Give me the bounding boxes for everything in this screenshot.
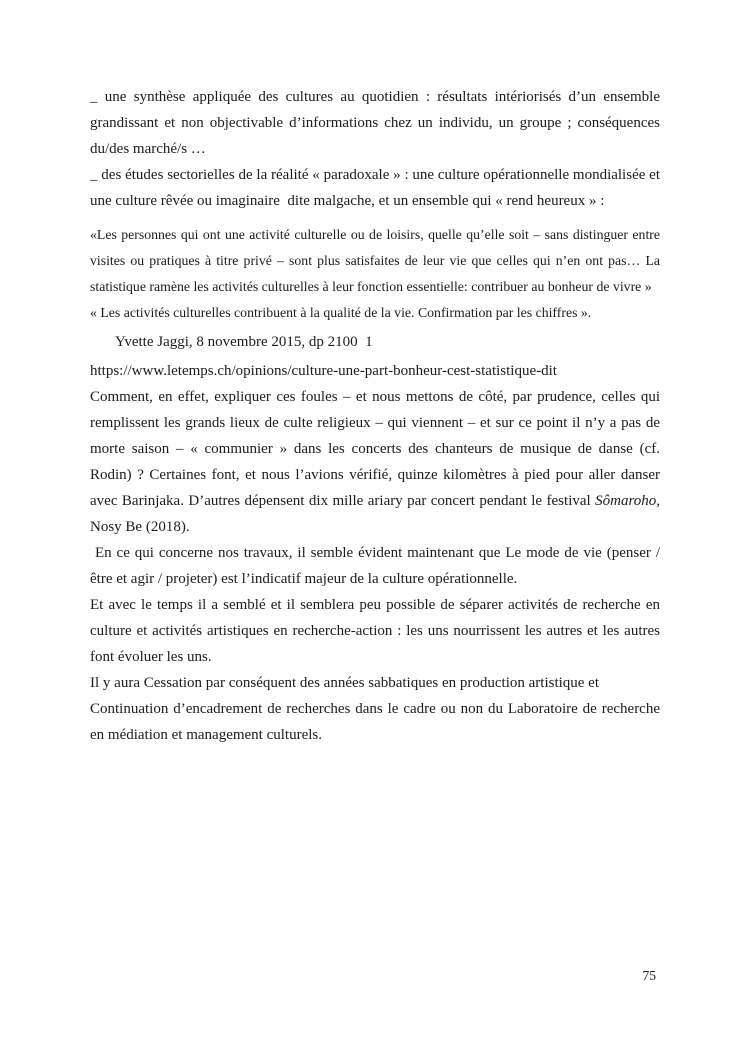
paragraph-text-segment: Comment, en effet, expliquer ces foules – et nous mettons de côté, par prudence, celles qui remplissent les grands lieux de culte religieux – qui viennent – et sur ce point il n’y a pas de morte saison – « communier » dans les concerts des chanteurs de musique de danse (cf. Rodin) ? Certaines font, et nous l’avions vérifié, quinze kilomètres à pied pour aller danser avec Barinjaka. D’autres dépensent dix mille ariary par concert pendant le festival	[90, 389, 660, 509]
paragraph-cessation-continuation	[90, 670, 660, 748]
hyperlink-url[interactable]: https://www.letemps.ch/opinions/culture-une-part-bonheur-cest-statistique-dit	[90, 363, 557, 379]
paragraph-synthese-appliquee: _ une synthèse appliquée des cultures au quotidien : résultats intériorisés d’un ensemble grandissant et non objectivable d’informations chez un individu, un groupe ; conséquences du/des marché/s …	[90, 89, 660, 157]
paragraph-text-segment: Il y aura Cessation par conséquent des années sabbatiques en production artistique et	[90, 675, 600, 691]
paragraph-et-avec-le-temps: Et avec le temps il a semblé et il semblera peu possible de séparer activités de recherche en culture et activités artistiques en recherche-action : les uns nourrissent les autres et les autres font évoluer les uns.	[90, 597, 660, 665]
blockquote-activites-qualite-vie: « Les activités culturelles contribuent à la qualité de la vie. Confirmation par les chiffres ».	[90, 305, 592, 320]
paragraph-comment-expliquer-foules	[90, 384, 660, 540]
blockquote-personnes-activite-culturelle: «Les personnes qui ont une activité culturelle ou de loisirs, quelle qu’elle soit – sans distinguer entre visites ou pratiques à titre privé – sont plus satisfaites de leur vie que celles qui n’en ont pas… La statistique ramène les activités culturelles à leur fonction essentielle: contribuer au bonheur de vivre »	[90, 227, 660, 294]
paragraph-text-segment: , Nosy Be (2018).	[90, 493, 660, 535]
paragraph-text-segment: Continuation d’encadrement de recherches dans le cadre ou non du Laboratoire de recherche en médiation et management culturels.	[90, 701, 660, 743]
page-body-text	[90, 0, 660, 748]
paragraph-etudes-sectorielles: _ des études sectorielles de la réalité « paradoxale » : une culture opérationnelle mondialisée et une culture rêvée ou imaginaire dite malgache, et un ensemble qui « rend heureux » :	[90, 167, 660, 209]
paragraph-en-ce-qui-concerne: En ce qui concerne nos travaux, il semble évident maintenant que Le mode de vie (penser / être et agir / projeter) est l’indicatif majeur de la culture opérationnelle.	[90, 545, 660, 587]
citation-attribution: Yvette Jaggi, 8 novembre 2015, dp 2100 1	[115, 334, 373, 350]
festival-name-italic: Sômaroho	[595, 493, 657, 509]
page-number: 75	[642, 968, 656, 983]
